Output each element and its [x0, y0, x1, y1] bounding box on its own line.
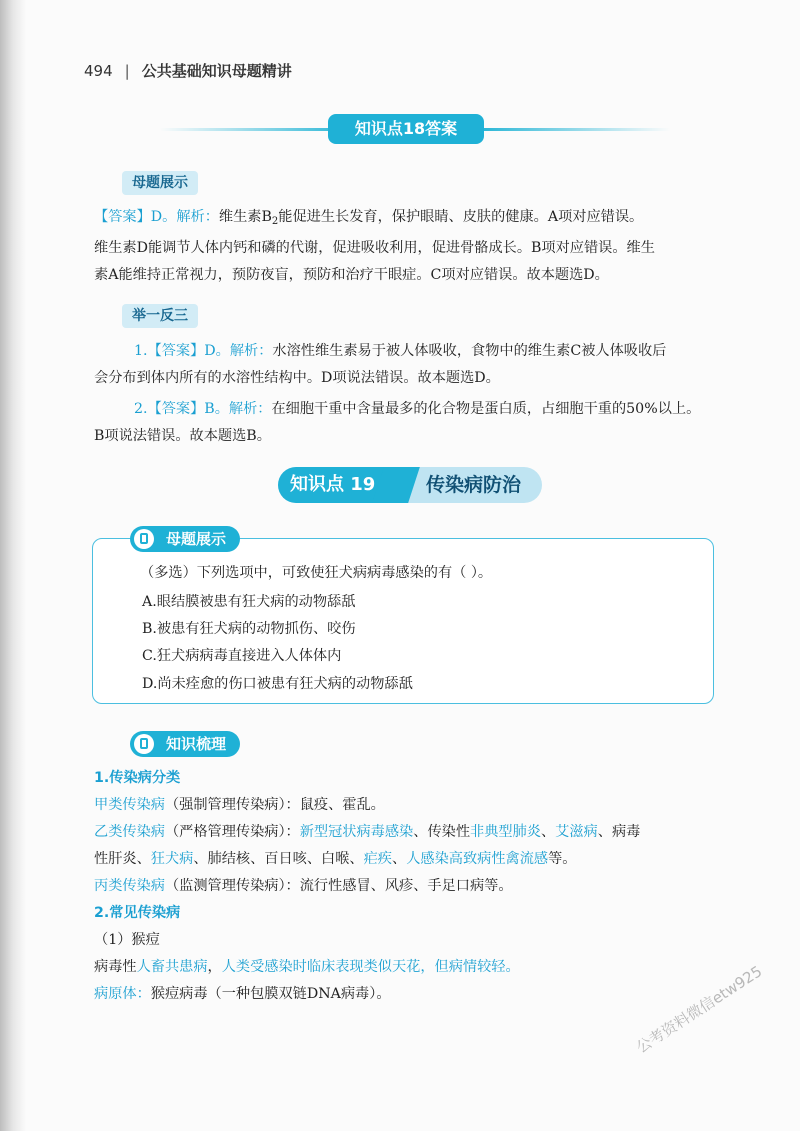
answer-text: 在细胞干重中含量最多的化合物是蛋白质，占细胞干重的50%以上。	[271, 401, 701, 417]
page-number: 494	[84, 62, 113, 80]
monkeypox-desc	[94, 954, 714, 981]
knowledge-body	[94, 765, 714, 1008]
class-b-label: 乙类传染病	[94, 824, 165, 840]
class-a-text: （强制管理传染病）：鼠疫、霍乱。	[164, 797, 385, 813]
class-b-text: （严格管理传染病）：	[164, 824, 300, 840]
answer-tag: 2.【答案】B。解析：	[134, 401, 272, 417]
class-b-text: 、传染性	[413, 824, 471, 840]
class-c-label: 丙类传染病	[94, 878, 165, 894]
answer-section-banner: 知识点18答案	[328, 114, 484, 144]
class-b-text: 、病毒	[597, 824, 641, 840]
pathogen-label: 病原体：	[94, 986, 151, 1002]
class-a-label: 甲类传染病	[94, 797, 165, 813]
mother-answer-paragraph	[94, 204, 718, 289]
class-c-text: （监测管理传染病）：流行性感冒、风疹、手足口病等。	[164, 878, 513, 894]
book-icon	[134, 529, 154, 549]
highlight: 非典型肺炎	[470, 824, 541, 840]
watermark: 公考资料微信etw925	[633, 962, 766, 1057]
knowledge-tag	[130, 731, 240, 757]
heading-common-diseases: 2.常见传染病	[94, 905, 181, 921]
running-header	[84, 60, 292, 81]
section-number: 知识点 19	[290, 474, 376, 495]
highlight: 艾滋病	[555, 824, 598, 840]
answer-text: 水溶性维生素易于被人体吸收，食物中的维生素C被人体吸收后	[272, 343, 667, 359]
class-b-text: 等。	[548, 851, 577, 867]
option-a: A.眼结膜被患有狂犬病的动物舔舐	[142, 594, 356, 610]
subscript: 2	[271, 216, 279, 227]
question-stem: （多选）下列选项中，可致使狂犬病病毒感染的有（ ）。	[140, 565, 493, 581]
option-c: C.狂犬病病毒直接进入人体体内	[142, 648, 342, 664]
notebook-icon	[134, 734, 154, 754]
class-b-text: 性肝炎、	[94, 851, 151, 867]
class-b-text: 、	[392, 851, 407, 867]
pathogen-text: 猴痘病毒（一种包膜双链DNA病毒）。	[150, 986, 391, 1002]
section-name: 传染病防治	[426, 474, 522, 496]
practice-q2	[94, 396, 718, 450]
practice-q1	[94, 338, 718, 392]
class-a-line	[94, 792, 714, 819]
answer-text: B项说法错误。故本题选B。	[94, 428, 271, 444]
highlight: 人感染高致病性禽流感	[406, 851, 549, 867]
page-gutter-shadow	[0, 0, 26, 1131]
item-monkeypox: （1）猴痘	[94, 932, 160, 948]
class-b-text: 、	[540, 824, 556, 840]
answer-text: 素A能维持正常视力，预防夜盲，预防和治疗干眼症。C项对应错误。故本题选D。	[94, 267, 609, 283]
answer-text: 会分布到体内所有的水溶性结构中。D项说法错误。故本题选D。	[94, 370, 500, 386]
option-d: D.尚未痊愈的伤口被患有狂犬病的动物舔舐	[142, 676, 413, 692]
class-b-line-2	[94, 846, 714, 873]
answer-text: 维生素D能调节人体内钙和磷的代谢，促进吸收利用，促进骨骼成长。B项对应错误。维生	[94, 240, 655, 256]
highlight: 人畜共患病	[136, 959, 208, 975]
highlight: 人类受感染时临床表现类似天花，但病情较轻。	[221, 959, 520, 975]
mother-question-label: 母题展示	[122, 171, 198, 195]
answer-tag: 【答案】D。解析：	[94, 209, 219, 225]
practice-label: 举一反三	[122, 304, 198, 328]
highlight: 新型冠状病毒感染	[299, 824, 414, 840]
class-b-line	[94, 819, 714, 846]
answer-tag: 1.【答案】D。解析：	[134, 343, 273, 359]
book-title: 公共基础知识母题精讲	[141, 62, 292, 80]
answer-text: 能促进生长发育，保护眼睛、皮肤的健康。A项对应错误。	[278, 209, 644, 225]
class-b-text: 、肺结核、百日咳、白喉、	[193, 851, 364, 867]
class-c-line	[94, 873, 714, 900]
heading-classification: 1.传染病分类	[94, 770, 181, 786]
option-b: B.被患有狂犬病的动物抓伤、咬伤	[142, 621, 356, 637]
highlight: 狂犬病	[150, 851, 194, 867]
banner-line-right	[480, 128, 670, 131]
question-tag-label: 母题展示	[166, 530, 227, 548]
banner-line-left	[160, 128, 350, 131]
pathogen-line	[94, 981, 714, 1008]
text: 病毒性	[94, 959, 137, 975]
knowledge-tag-label: 知识梳理	[166, 735, 227, 753]
highlight: 疟疾	[363, 851, 392, 867]
section-19-banner	[278, 467, 542, 503]
text: ，	[207, 959, 222, 975]
question-tag	[130, 526, 240, 552]
answer-text: 维生素B	[218, 209, 272, 225]
header-separator: |	[124, 62, 130, 80]
